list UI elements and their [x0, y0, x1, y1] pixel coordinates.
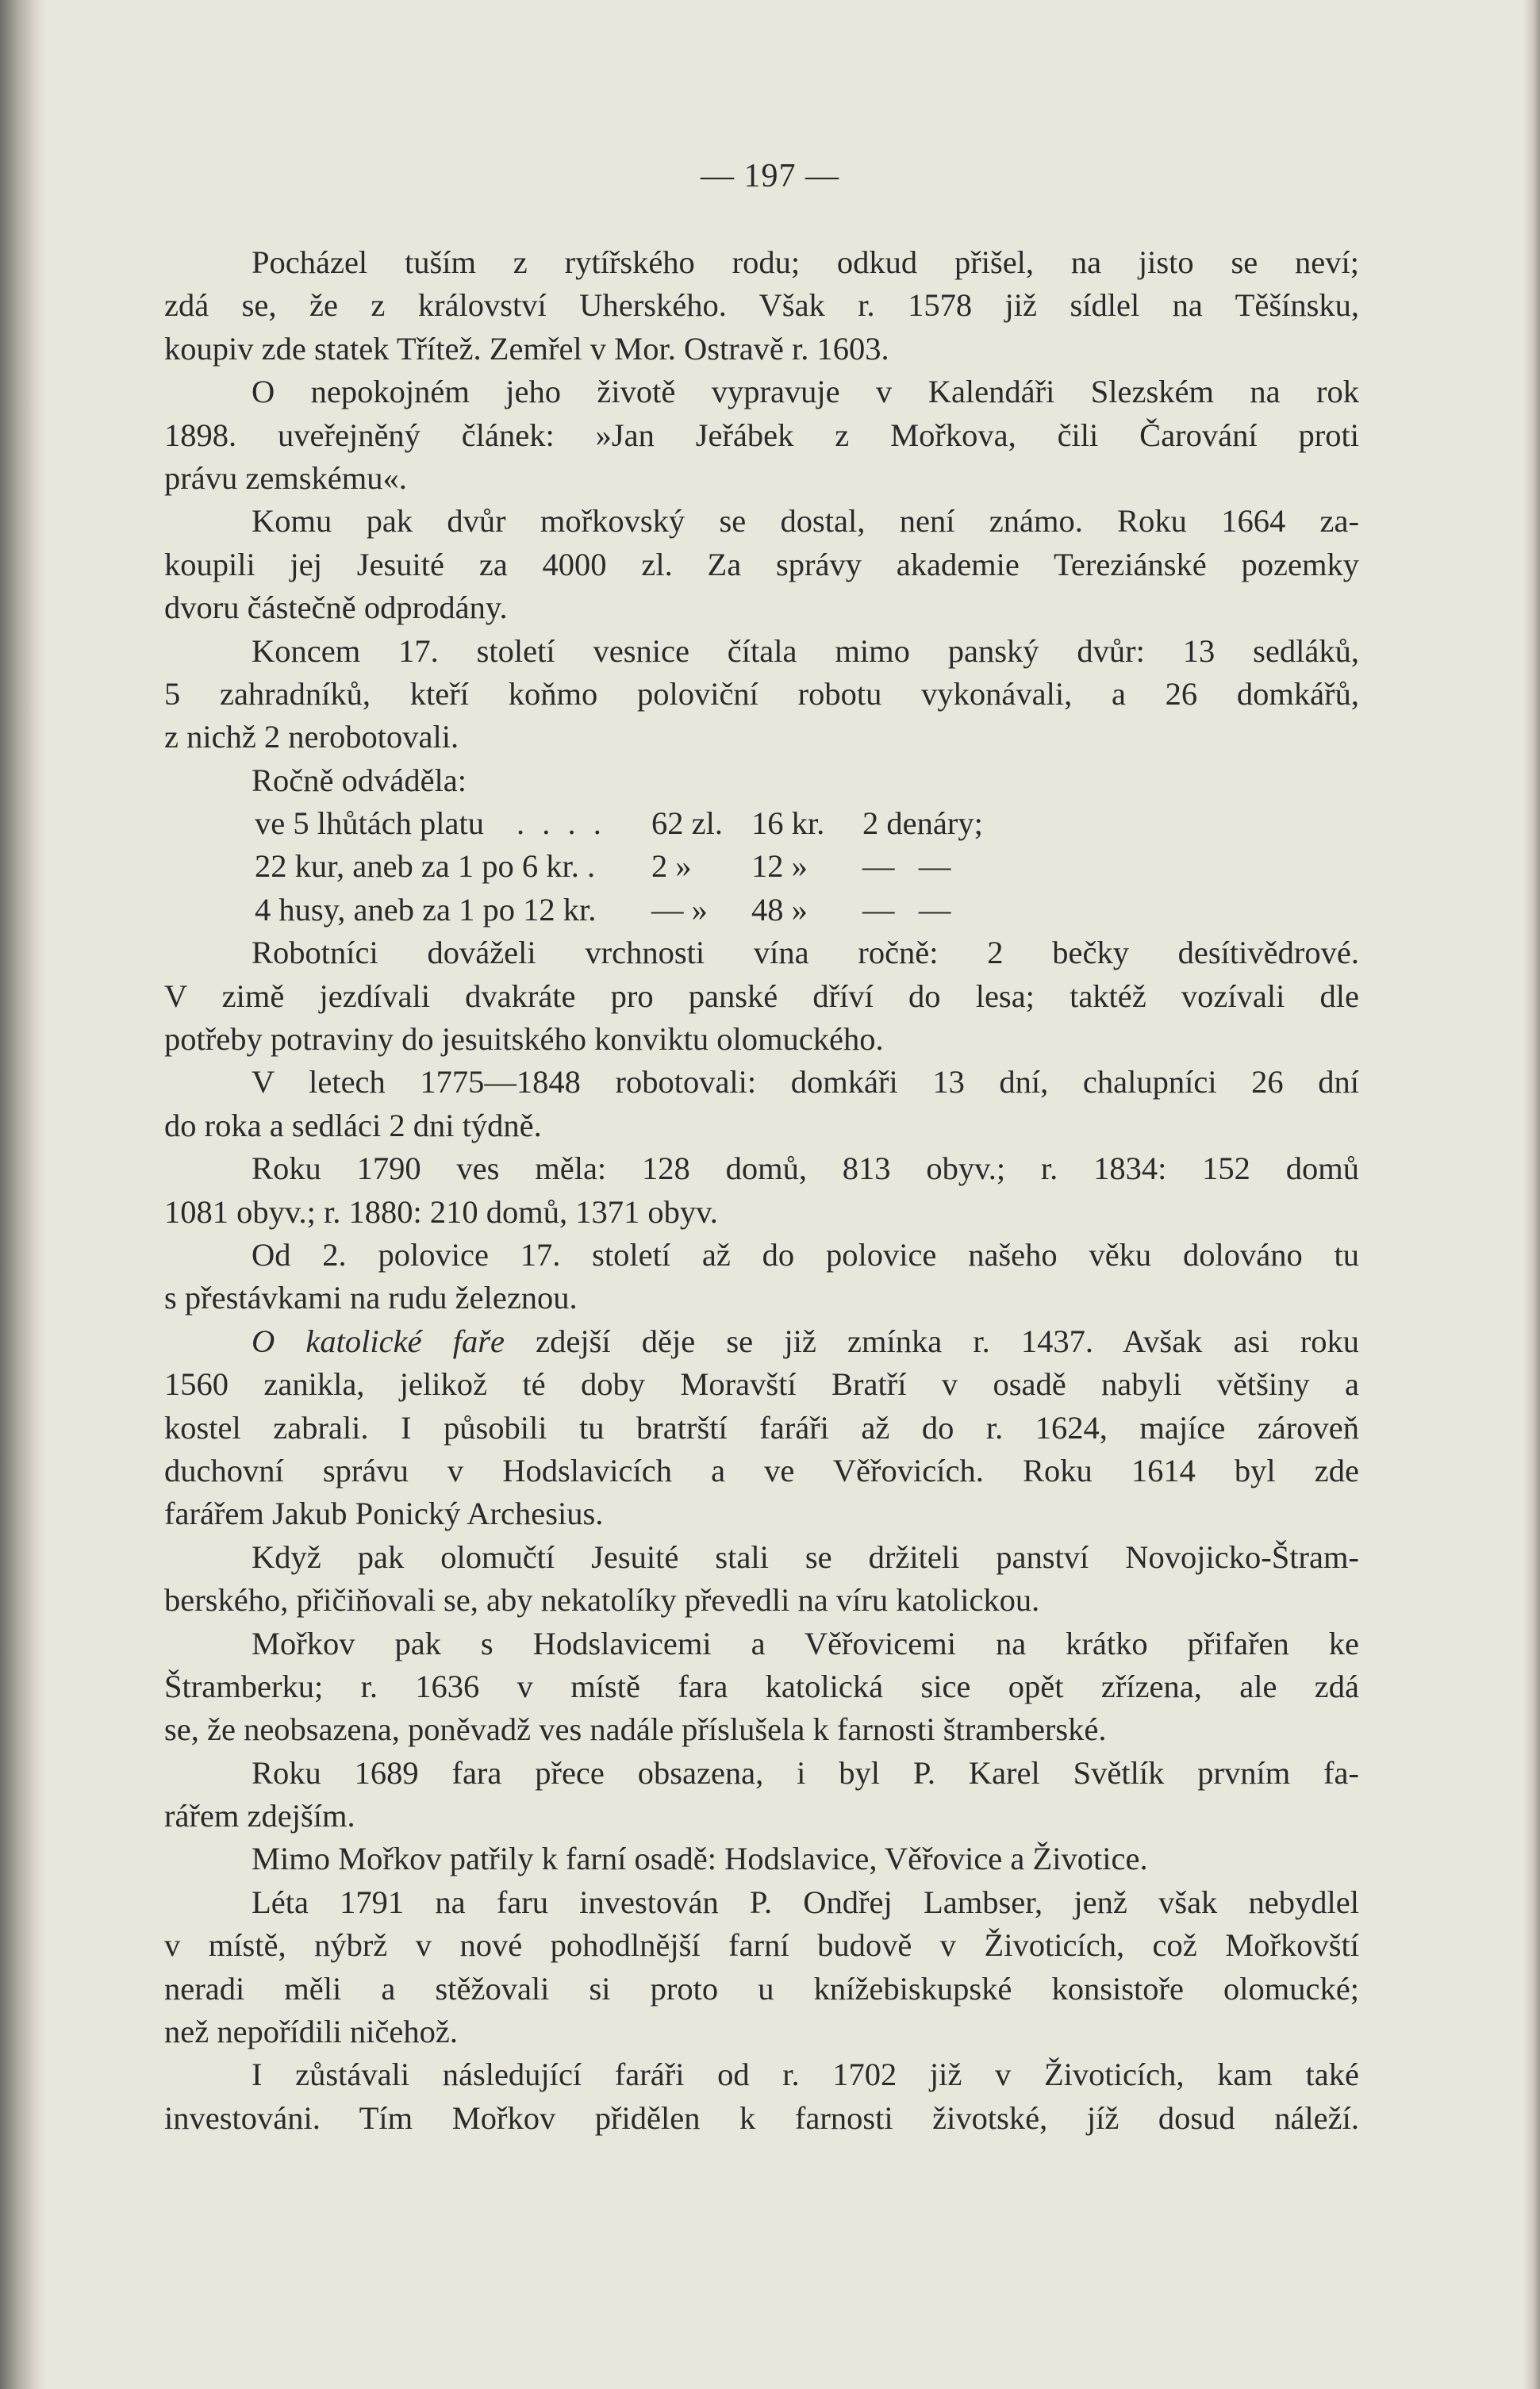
- text-line: berského, přičiňovali se, aby nekatolíky převedli na víru katolickou.: [164, 1582, 1040, 1619]
- page-edge: [1523, 0, 1540, 2389]
- paragraph: [164, 1147, 1359, 1234]
- text-line: V zimě jezdívali dvakráte pro panské dříví do lesa; taktéž vozívali dle: [164, 977, 1359, 1014]
- text-line: farářem Jakub Ponický Archesius.: [164, 1496, 604, 1532]
- text-line: O nepokojném jeho životě vypravuje v Kalendáři Slezském na rok: [252, 374, 1359, 410]
- text-line: právu zemskému«.: [164, 459, 407, 496]
- dues-item: ve 5 lhůtách platu: [255, 805, 485, 842]
- text-line: Od 2. polovice 17. století až do polovice našeho věku dolováno tu: [252, 1236, 1359, 1273]
- text-line: se, že neobsazena, poněvadž ves nadále příslušela k farnosti štramberské.: [164, 1711, 1107, 1748]
- text-line: 1560 zanikla, jelikož té doby Moravští Bratří v osadě nabyli většiny a: [164, 1366, 1359, 1403]
- paragraph: [164, 241, 1359, 371]
- text-line: Ročně odváděla:: [252, 762, 467, 798]
- paragraph: [164, 500, 1359, 629]
- text-line: neradi měli a stěžovali si proto u knížebiskupské konsistoře olomucké;: [164, 1970, 1359, 2007]
- paragraph: [164, 1623, 1359, 1752]
- text-line: kostel zabrali. I působili tu bratrští faráři až do r. 1624, majíce zároveň: [164, 1409, 1359, 1446]
- text-line: I zůstávali následující faráři od r. 1702 již v Životicích, kam také: [252, 2057, 1359, 2093]
- dues-denary: — —: [862, 848, 951, 885]
- page-number: — 197 —: [701, 158, 839, 194]
- text-line: investováni. Tím Mořkov přidělen k farnosti životské, jíž dosud náleží.: [164, 2099, 1359, 2136]
- paragraph: [164, 371, 1359, 500]
- text-fragment: zdejší děje se již zmínka r. 1437. Avšak asi roku: [536, 1323, 1359, 1359]
- dues-zl: — »: [651, 891, 708, 928]
- dues-row: [164, 802, 1359, 845]
- text-line: Když pak olomučtí Jesuité stali se držiteli panství Novojicko-Štram-: [252, 1538, 1359, 1575]
- text-line: V letech 1775—1848 robotovali: domkáři 13 dní, chalupníci 26 dní: [252, 1064, 1359, 1100]
- dues-zl: 2 »: [651, 848, 692, 885]
- italic-heading: O katolické faře: [252, 1323, 505, 1359]
- dues-denary: — —: [862, 891, 951, 928]
- dues-row: [164, 845, 1359, 888]
- paragraph-fara: [164, 1320, 1359, 1536]
- paragraph: [164, 1536, 1359, 1623]
- text-line: Mimo Mořkov patřily k farní osadě: Hodslavice, Věřovice a Životice.: [252, 1841, 1148, 1877]
- dues-kr: 12 »: [751, 848, 808, 885]
- text-line: Roku 1689 fara přece obsazena, i byl P. Karel Světlík prvním fa-: [252, 1754, 1359, 1791]
- text-line: Robotníci dováželi vrchnosti vína ročně: 2 bečky desítivědrové.: [252, 935, 1359, 971]
- text-line: [164, 1320, 1359, 1363]
- text-line: 1898. uveřejněný článek: »Jan Jeřábek z Mořkova, čili Čarování proti: [164, 417, 1359, 453]
- dues-kr: 16 kr.: [751, 805, 825, 842]
- text-line: Štramberku; r. 1636 v místě fara katolická sice opět zřízena, ale zdá: [164, 1668, 1359, 1704]
- text-line: v místě, nýbrž v nové pohodlnější farní budově v Životicích, což Mořkovští: [164, 1927, 1359, 1964]
- paragraph: [164, 1061, 1359, 1147]
- dues-item: 4 husy, aneb za 1 po 12 kr.: [255, 891, 597, 928]
- text-line: Roku 1790 ves měla: 128 domů, 813 obyv.; r. 1834: 152 domů: [252, 1150, 1359, 1187]
- paragraph: [164, 1838, 1359, 1880]
- text-line: potřeby potraviny do jesuitského konviktu olomuckého.: [164, 1021, 884, 1058]
- paragraph: [164, 931, 1359, 1061]
- paragraph: [164, 1234, 1359, 1320]
- dues-zl: 62 zl.: [651, 805, 723, 842]
- paragraph: [164, 759, 1359, 802]
- paragraph: [164, 630, 1359, 759]
- text-line: rářem zdejším.: [164, 1798, 355, 1834]
- book-binding-shadow: [0, 0, 46, 2389]
- text-line: zdá se, že z království Uherského. Však r. 1578 již sídlel na Těšínsku,: [164, 287, 1359, 324]
- dues-table: [164, 802, 1359, 931]
- text-line: 5 zahradníků, kteří koňmo poloviční robotu vykonávali, a 26 domkářů,: [164, 675, 1359, 712]
- dues-row: [164, 889, 1359, 931]
- text-line: Pocházel tuším z rytířského rodu; odkud přišel, na jisto se neví;: [252, 244, 1359, 280]
- dues-item: 22 kur, aneb za 1 po 6 kr. .: [255, 848, 596, 885]
- paragraph: [164, 1881, 1359, 2054]
- text-line: do roka a sedláci 2 dni týdně.: [164, 1107, 542, 1143]
- text-line: z nichž 2 nerobotovali.: [164, 719, 459, 755]
- text-line: než nepořídili ničehož.: [164, 2014, 458, 2050]
- text-line: Komu pak dvůr mořkovský se dostal, není známo. Roku 1664 za-: [252, 503, 1359, 540]
- text-line: Mořkov pak s Hodslavicemi a Věřovicemi na krátko přifařen ke: [252, 1625, 1359, 1661]
- dues-denary: 2 denáry;: [862, 805, 983, 842]
- dues-leader-dots: . . . .: [517, 805, 606, 842]
- text-line: 1081 obyv.; r. 1880: 210 domů, 1371 obyv.: [164, 1193, 718, 1230]
- page-text: [164, 241, 1359, 2140]
- text-line: Koncem 17. století vesnice čítala mimo panský dvůr: 13 sedláků,: [252, 632, 1359, 669]
- text-line: Léta 1791 na faru investován P. Ondřej Lambser, jenž však nebydlel: [252, 1884, 1359, 1920]
- paragraph: [164, 2053, 1359, 2140]
- text-line: duchovní správu v Hodslavicích a ve Věřovicích. Roku 1614 byl zde: [164, 1452, 1359, 1488]
- dues-kr: 48 »: [751, 891, 808, 928]
- text-line: s přestávkami na rudu železnou.: [164, 1280, 578, 1316]
- text-line: dvoru částečně odprodány.: [164, 590, 508, 626]
- text-line: koupiv zde statek Třítež. Zemřel v Mor. Ostravě r. 1603.: [164, 330, 889, 367]
- paragraph: [164, 1752, 1359, 1838]
- text-line: koupili jej Jesuité za 4000 zl. Za správy akademie Tereziánské pozemky: [164, 546, 1359, 582]
